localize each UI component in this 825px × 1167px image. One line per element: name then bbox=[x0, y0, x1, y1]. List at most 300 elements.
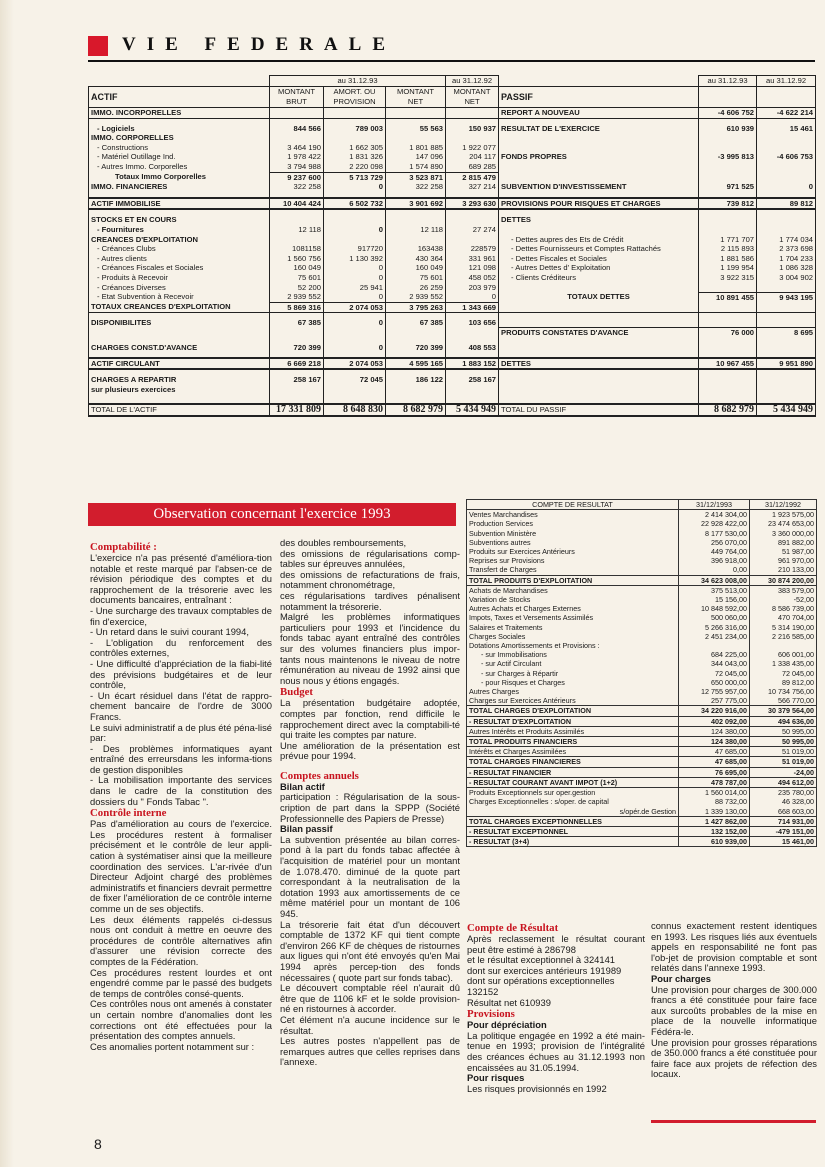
value: 2 115 893 bbox=[699, 244, 757, 254]
value: 103 656 bbox=[446, 313, 499, 328]
row-value: 235 780,00 bbox=[750, 788, 817, 798]
value: 1 801 885 bbox=[386, 143, 446, 153]
header-rule bbox=[88, 60, 815, 62]
heading-comptes-annuels: Comptes annuels bbox=[280, 769, 359, 782]
value: 408 553 bbox=[446, 338, 499, 353]
row-label: Impots, Taxes et Versements Assimilés bbox=[467, 613, 679, 622]
row-label: s/opér.de Gestion bbox=[467, 807, 679, 817]
value: 2 815 479 bbox=[446, 172, 499, 182]
value: 5 713 729 bbox=[324, 172, 386, 182]
value: 186 122 bbox=[386, 369, 446, 394]
income-row bbox=[467, 613, 817, 622]
row-value: 72 045,00 bbox=[679, 669, 750, 678]
value: 1 922 077 bbox=[446, 143, 499, 153]
income-row bbox=[467, 650, 817, 659]
row-value: 650 000,00 bbox=[679, 678, 750, 687]
paragraph: Ces contrôles nous ont amenés à constater un certain nombre d'anomalies dont les corrections ont été effectuées pour la présentation des comptes annuels. bbox=[90, 998, 272, 1042]
row-label: Autres Achats et Charges Externes bbox=[467, 604, 679, 613]
row-value: 8 177 530,00 bbox=[679, 529, 750, 538]
row-label: Autres Intérêts et Produits Assimilés bbox=[467, 726, 679, 736]
income-row bbox=[467, 529, 817, 538]
row-creances-clubs: - Créances Clubs bbox=[89, 244, 270, 254]
row-label: - RESULTAT D'EXPLOITATION bbox=[467, 716, 679, 726]
paragraph: - Une difficulté d'appréciation de la fiabi-lité des prévisions budgétaires et de leur contrôle, bbox=[90, 657, 272, 691]
paragraph: ces régularisations tardives pénalisent notamment la trésorerie. bbox=[280, 589, 460, 612]
row-value: -479 151,00 bbox=[750, 826, 817, 836]
row-value: 30 379 564,00 bbox=[750, 706, 817, 716]
row-label: Salaires et Traitements bbox=[467, 623, 679, 632]
paragraph: L'exercice n'a pas présenté d'améliora-tion notable et reste marqué par l'absen-ce de révision périodique des comptes et du rapprochement de la trésorerie avec les documents bancaires, entraînant : bbox=[90, 552, 272, 606]
value: 89 812 bbox=[757, 198, 816, 210]
row-totaux-creances: TOTAUX CREANCES D'EXPLOITATION bbox=[89, 302, 270, 313]
row-value: 51 987,00 bbox=[750, 547, 817, 556]
row-label: TOTAL CHARGES D'EXPLOITATION bbox=[467, 706, 679, 716]
row-value: 494 612,00 bbox=[750, 777, 817, 787]
row-value: 31/12/1993 bbox=[679, 500, 750, 510]
value: 0 bbox=[446, 292, 499, 302]
observation-banner: Observation concernant l'exercice 1993 bbox=[88, 503, 456, 526]
value: 789 003 bbox=[324, 118, 386, 133]
paragraph: 132152 bbox=[467, 985, 499, 997]
row-fournitures: - Fournitures bbox=[89, 225, 270, 235]
row-value: 22 928 422,00 bbox=[679, 519, 750, 528]
text-column-4 bbox=[651, 921, 817, 1080]
income-row bbox=[467, 747, 817, 757]
row-dettes-fournisseurs: - Dettes Fournisseurs et Comptes Rattachés bbox=[499, 244, 699, 254]
income-row bbox=[467, 510, 817, 520]
row-label: - sur Immobilisations bbox=[467, 650, 679, 659]
value: 160 049 bbox=[386, 263, 446, 273]
value: 26 259 bbox=[386, 283, 446, 293]
row-label: TOTAL PRODUITS FINANCIERS bbox=[467, 737, 679, 747]
income-row bbox=[467, 547, 817, 556]
value: 0 bbox=[324, 313, 386, 328]
value: 430 364 bbox=[386, 254, 446, 264]
value: 9 951 890 bbox=[757, 358, 816, 370]
value: 1 771 707 bbox=[699, 235, 757, 245]
row-label: Charges Sociales bbox=[467, 632, 679, 641]
row-value: 124 380,00 bbox=[679, 737, 750, 747]
row-clients-crediteurs: - Clients Créditeurs bbox=[499, 273, 699, 283]
passif-date-93: au 31.12.93 bbox=[699, 76, 757, 87]
income-row bbox=[467, 788, 817, 798]
row-autres-immo: - Autres Immo. Corporelles bbox=[89, 162, 270, 172]
subheading-charges: Pour charges bbox=[651, 972, 711, 984]
row-value: 1 560 014,00 bbox=[679, 788, 750, 798]
value: 0 bbox=[324, 338, 386, 353]
row-charges-repartir: CHARGES A REPARTIR sur plusieurs exercices bbox=[89, 369, 270, 394]
income-row bbox=[467, 519, 817, 528]
value: 12 118 bbox=[386, 225, 446, 235]
row-label: Subventions autres bbox=[467, 538, 679, 547]
value: 1 704 233 bbox=[757, 254, 816, 264]
red-square-mark bbox=[88, 36, 108, 56]
row-materiel: - Matériel Outillage Ind. bbox=[89, 152, 270, 162]
value: 6 669 218 bbox=[270, 358, 324, 370]
income-resultat-courant bbox=[467, 777, 817, 787]
subheading-depreciation: Pour dépréciation bbox=[467, 1019, 547, 1031]
row-value: 478 787,00 bbox=[679, 777, 750, 787]
row-label: - RESULTAT (3+4) bbox=[467, 837, 679, 847]
value: 1081158 bbox=[270, 244, 324, 254]
value: 75 601 bbox=[386, 273, 446, 283]
income-row bbox=[467, 585, 817, 595]
income-row bbox=[467, 641, 817, 650]
row-label: - RESULTAT FINANCIER bbox=[467, 767, 679, 777]
income-header bbox=[467, 500, 817, 510]
row-value: 1 923 575,00 bbox=[750, 510, 817, 520]
income-total-charges bbox=[467, 706, 817, 716]
paragraph: Malgré les problèmes informatiques particuliers pour 1993 et l'incidence du fonds tabac ayant entraîné des contrôles sur des volumes financiers plus impor-tants nous maintenons le niveau de notre rémunération au niveau de 1992 ainsi que nous nous y étions engagés. bbox=[280, 611, 460, 686]
row-value: 72 045,00 bbox=[750, 669, 817, 678]
income-row bbox=[467, 604, 817, 613]
row-immo-financieres: IMMO. FINANCIERES bbox=[89, 182, 270, 192]
paragraph: Ces anomalies portent notamment sur : bbox=[90, 1040, 255, 1052]
income-row bbox=[467, 678, 817, 687]
value: 1 086 328 bbox=[757, 263, 816, 273]
row-label: - RESULTAT EXCEPTIONNEL bbox=[467, 826, 679, 836]
income-total-charges-exceptionnelles bbox=[467, 816, 817, 826]
row-label: - sur Actif Circulant bbox=[467, 659, 679, 668]
value: 25 941 bbox=[324, 283, 386, 293]
row-value: 10 734 756,00 bbox=[750, 687, 817, 696]
row-value: 470 704,00 bbox=[750, 613, 817, 622]
page-number: 8 bbox=[94, 1136, 102, 1152]
row-total-actif: TOTAL DE L'ACTIF bbox=[89, 404, 270, 416]
row-value: 12 755 957,00 bbox=[679, 687, 750, 696]
value: 6 502 732 bbox=[324, 198, 386, 210]
row-produits-recevoir: - Produits à Recevoir bbox=[89, 273, 270, 283]
row-label: Autres Charges bbox=[467, 687, 679, 696]
value: 1 883 152 bbox=[446, 358, 499, 370]
row-value: 124 380,00 bbox=[679, 726, 750, 736]
row-value: 610 939,00 bbox=[679, 837, 750, 847]
row-produits-constates: PRODUITS CONSTATES D'AVANCE bbox=[499, 328, 699, 338]
value: 121 098 bbox=[446, 263, 499, 273]
row-label: Intérêts et Charges Assimilées bbox=[467, 747, 679, 757]
value: 2 220 098 bbox=[324, 162, 386, 172]
value: 3 464 190 bbox=[270, 143, 324, 153]
row-value: 88 732,00 bbox=[679, 797, 750, 806]
paragraph: La présentation budgétaire adoptée, comptes par fonction, rend difficile le rapprochement direct avec la comptabili-té qui traite les comptes par nature. bbox=[280, 697, 460, 741]
paragraph: La politique engagée en 1992 a été main-tenue en 1993; provision de l'intégralité des créances échues au 31.12.1993 non encaissées au 31.05.1994. bbox=[467, 1029, 645, 1073]
paragraph: Ces procédures restent lourdes et ont engendré comme par le passé des budgets de temps de contrôles consé-quents. bbox=[90, 966, 272, 999]
row-actif-circulant: ACTIF CIRCULANT bbox=[89, 358, 270, 370]
row-value: 566 770,00 bbox=[750, 696, 817, 706]
value: 720 399 bbox=[386, 338, 446, 353]
value: 3 795 263 bbox=[386, 302, 446, 313]
paragraph: dont sur exercices antérieurs 191989 bbox=[467, 964, 622, 976]
row-creances-diverses: - Créances Diverses bbox=[89, 283, 270, 293]
row-value: 3 360 000,00 bbox=[750, 529, 817, 538]
subheading-risques: Pour risques bbox=[467, 1072, 525, 1084]
value: 150 937 bbox=[446, 118, 499, 133]
row-label: Subvention Ministère bbox=[467, 529, 679, 538]
row-value bbox=[679, 641, 750, 650]
value: -4 606 752 bbox=[699, 108, 757, 119]
paragraph: des doubles remboursements, bbox=[280, 537, 407, 548]
row-value: 383 579,00 bbox=[750, 585, 817, 595]
section-title: VIE FEDERALE bbox=[122, 34, 396, 55]
row-value: -24,00 bbox=[750, 767, 817, 777]
paragraph: Les risques provisionnés en 1992 bbox=[467, 1082, 607, 1094]
paragraph: Une provision pour grosses réparations de 350.000 francs a été constituée pour faire face aux projets de réfection des locaux. bbox=[651, 1036, 817, 1080]
row-value: 31/12/1992 bbox=[750, 500, 817, 510]
row-value: 23 474 653,00 bbox=[750, 519, 817, 528]
row-value: 210 133,00 bbox=[750, 565, 817, 575]
row-label: Produits Exceptionnels sur oper.gestion bbox=[467, 788, 679, 798]
col-net-92: MONTANT NET bbox=[446, 87, 499, 108]
paragraph: Le suivi administratif a de plus été péna-lisé par: bbox=[90, 721, 272, 744]
income-row bbox=[467, 797, 817, 806]
value: 3 004 902 bbox=[757, 273, 816, 283]
row-value: 500 060,00 bbox=[679, 613, 750, 622]
income-row bbox=[467, 595, 817, 604]
value: 610 939 bbox=[699, 118, 757, 133]
row-value: 375 513,00 bbox=[679, 585, 750, 595]
value: -3 995 813 bbox=[699, 152, 757, 162]
paragraph: connus exactement restent identiques en 1993. Les risques liés aux éventuels appels en responsabilité ne font pas l'ob-jet de provision comptable et sont relatés dans l'annexe 1993. bbox=[651, 920, 817, 974]
income-total-charges-financieres bbox=[467, 757, 817, 767]
value: 739 812 bbox=[699, 198, 757, 210]
income-statement bbox=[466, 499, 817, 847]
row-label: Ventes Marchandises bbox=[467, 510, 679, 520]
row-label: - RESULTAT COURANT AVANT IMPOT (1+2) bbox=[467, 777, 679, 787]
heading-comptabilite: Comptabilité : bbox=[90, 541, 157, 553]
row-value: 402 092,00 bbox=[679, 716, 750, 726]
value: 160 049 bbox=[270, 263, 324, 273]
row-label: COMPTE DE RESULTAT bbox=[467, 500, 679, 510]
paragraph: - Des problèmes informatiques ayant entraîné des erreursdans les informa-tions de gestion disponibles bbox=[90, 742, 272, 775]
value: 27 274 bbox=[446, 225, 499, 235]
row-value: 2 451 234,00 bbox=[679, 632, 750, 641]
income-row bbox=[467, 696, 817, 706]
paragraph: dont sur opérations exceptionnelles bbox=[467, 975, 615, 987]
row-disponibilites: DISPONIBILITES bbox=[89, 313, 270, 328]
value: 1 343 669 bbox=[446, 302, 499, 313]
value: 322 258 bbox=[270, 182, 324, 192]
paragraph: Une provision pour charges de 300.000 francs a été constituée pour faire face aux surcoûts probables de la mise en place de la nouvelle informatique Fédéra-le. bbox=[651, 983, 817, 1037]
row-subvention: SUBVENTION D'INVESTISSEMENT bbox=[499, 182, 699, 192]
row-value: 396 918,00 bbox=[679, 556, 750, 565]
value: 55 563 bbox=[386, 118, 446, 133]
value: 5 869 316 bbox=[270, 302, 324, 313]
row-value: 10 848 592,00 bbox=[679, 604, 750, 613]
row-value: 2 414 304,00 bbox=[679, 510, 750, 520]
value: 3 901 692 bbox=[386, 198, 446, 210]
row-value: 494 636,00 bbox=[750, 716, 817, 726]
row-label: Reprises sur Provisions bbox=[467, 556, 679, 565]
value: 4 595 165 bbox=[386, 358, 446, 370]
value: 204 117 bbox=[446, 152, 499, 162]
row-value: 89 812,00 bbox=[750, 678, 817, 687]
passif-date-92: au 31.12.92 bbox=[757, 76, 816, 87]
income-row bbox=[467, 632, 817, 641]
value: 147 096 bbox=[386, 152, 446, 162]
value: 8 682 979 bbox=[699, 404, 757, 416]
row-value: 1 338 435,00 bbox=[750, 659, 817, 668]
paragraph: - Une surcharge des travaux comptables de fin d'exercice, bbox=[90, 604, 272, 627]
value: 458 052 bbox=[446, 273, 499, 283]
income-row bbox=[467, 726, 817, 736]
row-dettes-fiscales: - Dettes Fiscales et Sociales bbox=[499, 254, 699, 264]
value: 2 373 698 bbox=[757, 244, 816, 254]
text-column-1 bbox=[90, 541, 272, 1052]
value: 10 404 424 bbox=[270, 198, 324, 210]
row-totaux-immo-corp: Totaux Immo Corporelles bbox=[89, 172, 270, 182]
value: 258 167 bbox=[446, 369, 499, 394]
value: 1 130 392 bbox=[324, 254, 386, 264]
row-dettes-heading: DETTES bbox=[499, 209, 699, 225]
row-value: 1 339 130,00 bbox=[679, 807, 750, 817]
paragraph: Cet élément n'a aucune incidence sur le résultat. bbox=[280, 1013, 460, 1036]
paragraph: Après reclassement le résultat courant peut être estimé à 286798 bbox=[467, 933, 645, 955]
row-label: Dotations Amortissements et Provisions : bbox=[467, 641, 679, 650]
row-value: 714 931,00 bbox=[750, 816, 817, 826]
value: 72 045 bbox=[324, 369, 386, 394]
row-dettes: DETTES bbox=[499, 358, 699, 370]
row-report-a-nouveau: REPORT A NOUVEAU bbox=[499, 108, 699, 119]
paragraph: des omissions de refacturations de frais, notamment chronométrage, bbox=[280, 568, 460, 591]
income-resultat-financier bbox=[467, 767, 817, 777]
value: 203 979 bbox=[446, 283, 499, 293]
heading-compte-resultat: Compte de Résultat bbox=[467, 922, 559, 934]
income-total-produits bbox=[467, 575, 817, 585]
row-label: Variation de Stocks bbox=[467, 595, 679, 604]
row-value: 1 427 862,00 bbox=[679, 816, 750, 826]
row-autres-dettes: - Autres Dettes d' Exploitation bbox=[499, 263, 699, 273]
row-label: Produits sur Exercices Antérieurs bbox=[467, 547, 679, 556]
value: 75 601 bbox=[270, 273, 324, 283]
paragraph: participation : Régularisation de la sous-cription de part dans la SPPP (Société Professionnelle des Papiers de Presse) bbox=[280, 791, 460, 824]
paragraph: - Un écart résiduel dans l'état de rappro-chement bancaire de l'ordre de 3000 Francs. bbox=[90, 689, 272, 722]
value: 3 922 315 bbox=[699, 273, 757, 283]
row-value: 5 266 316,00 bbox=[679, 623, 750, 632]
row-label: Charges sur Exercices Antérieurs bbox=[467, 696, 679, 706]
page-edge bbox=[0, 0, 14, 1167]
value: 5 434 949 bbox=[446, 404, 499, 416]
row-label: TOTAL PRODUITS D'EXPLOITATION bbox=[467, 575, 679, 585]
row-value: 51 019,00 bbox=[750, 747, 817, 757]
col-amort: AMORT. OU PROVISION bbox=[324, 87, 386, 108]
value: 5 434 949 bbox=[757, 404, 816, 416]
value: 9 237 600 bbox=[270, 172, 324, 182]
row-value: 0,00 bbox=[679, 565, 750, 575]
row-etat-subvention: - Etat Subvention à Recevoir bbox=[89, 292, 270, 302]
value: 52 200 bbox=[270, 283, 324, 293]
row-value: 5 314 190,00 bbox=[750, 623, 817, 632]
subheading-bilan-actif: Bilan actif bbox=[280, 780, 325, 792]
row-value: 34 220 916,00 bbox=[679, 706, 750, 716]
row-creances-fiscales: - Créances Fiscales et Sociales bbox=[89, 263, 270, 273]
row-value: 34 623 008,00 bbox=[679, 575, 750, 585]
value: -4 606 753 bbox=[757, 152, 816, 162]
value: 2 939 552 bbox=[386, 292, 446, 302]
value: 12 118 bbox=[270, 225, 324, 235]
paragraph: des omissions de régularisations comp-tables sur épreuves annulées, bbox=[280, 547, 460, 570]
row-label: - sur Charges à Répartir bbox=[467, 669, 679, 678]
value: 0 bbox=[324, 273, 386, 283]
paragraph: et le résultat exceptionnel à 324141 bbox=[467, 954, 616, 966]
row-actif-immobilise: ACTIF IMMOBILISE bbox=[89, 198, 270, 210]
row-immo-corporelles: IMMO. CORPORELLES bbox=[89, 133, 270, 143]
value: 720 399 bbox=[270, 338, 324, 353]
value: 2 939 552 bbox=[270, 292, 324, 302]
row-value: 891 882,00 bbox=[750, 538, 817, 547]
value: 1 574 890 bbox=[386, 162, 446, 172]
paragraph: Le découvert comptable réel n'aurait dû être que de 1106 kF et le solde provision-né en ristournes à accorder. bbox=[280, 982, 460, 1015]
row-label: TOTAL CHARGES FINANCIERES bbox=[467, 757, 679, 767]
row-value: 46 328,00 bbox=[750, 797, 817, 806]
income-total-produits-financiers bbox=[467, 737, 817, 747]
date-header-92: au 31.12.92 bbox=[446, 76, 499, 87]
col-net-93: MONTANT NET bbox=[386, 87, 446, 108]
row-value: 47 685,00 bbox=[679, 757, 750, 767]
value: 1 774 034 bbox=[757, 235, 816, 245]
value: 0 bbox=[324, 225, 386, 235]
text-column-3 bbox=[467, 922, 645, 1094]
paragraph: - Un retard dans le suivi courant 1994, bbox=[90, 626, 249, 638]
row-totaux-dettes: TOTAUX DETTES bbox=[499, 292, 699, 302]
value: 15 461 bbox=[757, 118, 816, 133]
row-fonds-propres: FONDS PROPRES bbox=[499, 152, 699, 162]
row-constructions: - Constructions bbox=[89, 143, 270, 153]
row-value: 668 603,00 bbox=[750, 807, 817, 817]
value: 67 385 bbox=[270, 313, 324, 328]
actif-heading: ACTIF bbox=[89, 87, 270, 108]
paragraph: La subvention présentée au bilan corres-pond à la part du fonds tabac affectée à l'acquisition de matériel pour un montant de 1.078.470. diminué de la quote part correspondant à la neutralisation de la dotation 1993 aux amortissements de ce même matériel pour un montant de 106 945. bbox=[280, 833, 460, 919]
value: 1 978 422 bbox=[270, 152, 324, 162]
row-value: 132 152,00 bbox=[679, 826, 750, 836]
row-charges-constatees: CHARGES CONST.D'AVANCE bbox=[89, 338, 270, 353]
row-value: 15 461,00 bbox=[750, 837, 817, 847]
paragraph: Les deux éléments rappelés ci-dessus nous ont conduit à mettre en oeuvre des procédures de contrôle alternatives afin d'assurer une révision correcte des comptes de la Fédération. bbox=[90, 913, 272, 967]
value: 2 074 053 bbox=[324, 302, 386, 313]
row-value bbox=[750, 641, 817, 650]
value: 10 967 455 bbox=[699, 358, 757, 370]
value: 0 bbox=[324, 182, 386, 192]
row-label: Achats de Marchandises bbox=[467, 585, 679, 595]
heading-controle-interne: Contrôle interne bbox=[90, 807, 167, 820]
paragraph: - La mobilisation importante des services dans le cadre de la constitution des dossiers du " Fonds Tabac ". bbox=[90, 774, 272, 807]
value: 8 648 830 bbox=[324, 404, 386, 416]
income-row bbox=[467, 669, 817, 678]
paragraph: Résultat net 610939 bbox=[467, 996, 551, 1008]
row-value: 47 685,00 bbox=[679, 747, 750, 757]
row-dettes-credit: - Dettes aupres des Ets de Crédit bbox=[499, 235, 699, 245]
value: 322 258 bbox=[386, 182, 446, 192]
value: 0 bbox=[324, 263, 386, 273]
value: 17 331 809 bbox=[270, 404, 324, 416]
text-column-2 bbox=[280, 538, 460, 1068]
value: 1 662 305 bbox=[324, 143, 386, 153]
income-row bbox=[467, 807, 817, 817]
row-value: 606 001,00 bbox=[750, 650, 817, 659]
row-value: 15 156,00 bbox=[679, 595, 750, 604]
value: -4 622 214 bbox=[757, 108, 816, 119]
row-value: 76 695,00 bbox=[679, 767, 750, 777]
row-label: Production Services bbox=[467, 519, 679, 528]
row-value: 50 995,00 bbox=[750, 737, 817, 747]
value: 9 943 195 bbox=[757, 292, 816, 302]
row-value: 344 043,00 bbox=[679, 659, 750, 668]
row-value: -52,00 bbox=[750, 595, 817, 604]
value: 8 682 979 bbox=[386, 404, 446, 416]
paragraph: Pas d'amélioration au cours de l'exercice. Les procédures restent à formaliser précisément et le contrôle de leur appli-cation à systématiser ainsi que la meilleure coordination des services. L'ar-rivée d'un Directeur Adjoint chargé des problèmes administratifs et financiers devrait permettre de fixer l'amélioration de ce contrôle interne comme un de ses objectifs. bbox=[90, 818, 272, 914]
value: 0 bbox=[324, 292, 386, 302]
value: 3 794 988 bbox=[270, 162, 324, 172]
col-montant-brut: MONTANT BRUT bbox=[270, 87, 324, 108]
